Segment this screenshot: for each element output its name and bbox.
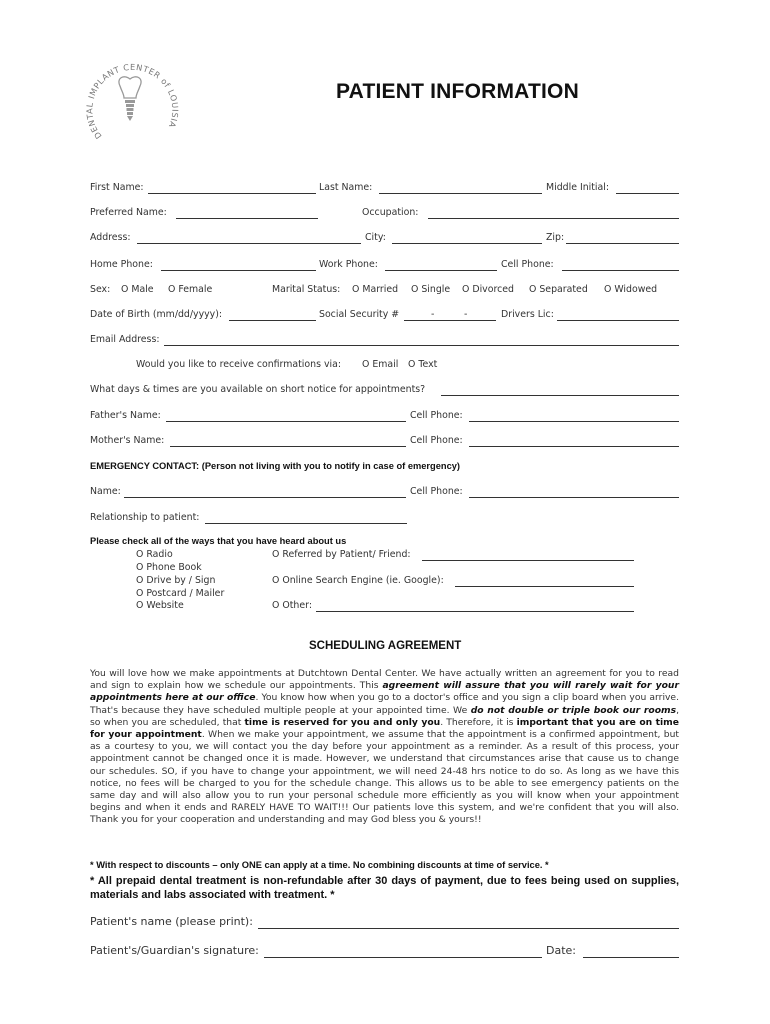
occupation-label: Occupation: <box>362 207 419 218</box>
scheduling-text: . You know how when you go to a doctor's office and you sign a clip board when you arrive. That's because they have scheduled multiple people at your appointed time. We <box>90 692 680 716</box>
ssn-field[interactable] <box>404 320 496 321</box>
preferred-name-label: Preferred Name: <box>90 207 167 218</box>
father-name-label: Father's Name: <box>90 410 161 421</box>
drivers-lic-field[interactable] <box>557 320 679 321</box>
marital-single-option[interactable]: O Single <box>411 284 451 295</box>
logo-arc-text: DENTAL IMPLANT CENTER of LOUISIA <box>84 61 180 141</box>
marital-separated-option[interactable]: O Separated <box>529 284 588 295</box>
scheduling-paragraph <box>90 668 679 827</box>
confirm-email-option[interactable]: O Email <box>362 359 399 370</box>
referral-phone-book-option[interactable]: O Phone Book <box>136 562 202 573</box>
scheduling-emphasis: agreement will assure that you will rarely wait for your appointments here at our office <box>90 680 680 704</box>
referral-online-field[interactable] <box>455 586 634 587</box>
date-label: Date: <box>546 944 576 957</box>
marital-status-label: Marital Status: <box>272 284 341 295</box>
signature-label: Patient's/Guardian's signature: <box>90 944 259 957</box>
page-title: PATIENT INFORMATION <box>336 80 579 103</box>
discount-note: * With respect to discounts – only ONE can apply at a time. No combining discounts at time of service. * <box>90 860 549 870</box>
address-label: Address: <box>90 232 131 243</box>
emergency-name-field[interactable] <box>124 497 406 498</box>
home-phone-label: Home Phone: <box>90 259 153 270</box>
confirm-text-option[interactable]: O Text <box>408 359 438 370</box>
marital-widowed-option[interactable]: O Widowed <box>604 284 658 295</box>
middle-initial-field[interactable] <box>616 193 679 194</box>
signature-field[interactable] <box>264 957 542 958</box>
referral-other-option[interactable]: O Other: <box>272 600 312 611</box>
father-name-field[interactable] <box>166 421 406 422</box>
email-label: Email Address: <box>90 334 160 345</box>
marital-divorced-option[interactable]: O Divorced <box>462 284 514 295</box>
scheduling-emphasis: do not double or triple book our rooms <box>470 704 677 716</box>
referral-referred-field[interactable] <box>422 560 634 561</box>
emergency-cell-label: Cell Phone: <box>410 486 463 497</box>
practice-logo <box>80 48 180 148</box>
referral-website-option[interactable]: O Website <box>136 600 184 611</box>
last-name-field[interactable] <box>379 193 542 194</box>
father-cell-field[interactable] <box>469 421 679 422</box>
ssn-dash: - <box>431 309 435 320</box>
emergency-contact-heading: EMERGENCY CONTACT: (Person not living with you to notify in case of emergency) <box>90 461 461 471</box>
tooth-implant-icon <box>80 48 180 148</box>
mother-name-label: Mother's Name: <box>90 435 165 446</box>
date-field[interactable] <box>583 957 679 958</box>
preferred-name-field[interactable] <box>176 218 318 219</box>
scheduling-text: . Therefore, it is <box>440 716 517 728</box>
father-cell-label: Cell Phone: <box>410 410 463 421</box>
address-field[interactable] <box>137 243 361 244</box>
patient-name-field[interactable] <box>258 928 679 929</box>
referral-online-option[interactable]: O Online Search Engine (ie. Google): <box>272 575 444 586</box>
first-name-label: First Name: <box>90 182 144 193</box>
ssn-label: Social Security # <box>319 309 400 320</box>
last-name-label: Last Name: <box>319 182 373 193</box>
referral-referred-option[interactable]: O Referred by Patient/ Friend: <box>272 549 411 560</box>
dob-field[interactable] <box>229 320 316 321</box>
scheduling-text: , so when you are scheduled, that <box>90 704 679 728</box>
work-phone-field[interactable] <box>385 270 497 271</box>
email-field[interactable] <box>164 345 679 346</box>
drivers-lic-label: Drivers Lic: <box>501 309 554 320</box>
zip-field[interactable] <box>566 243 679 244</box>
referral-postcard-option[interactable]: O Postcard / Mailer <box>136 588 225 599</box>
first-name-field[interactable] <box>148 193 316 194</box>
availability-field[interactable] <box>441 395 679 396</box>
referral-heading: Please check all of the ways that you have heard about us <box>90 536 347 546</box>
confirmation-question: Would you like to receive confirmations via: <box>136 359 342 370</box>
sex-label: Sex: <box>90 284 111 295</box>
scheduling-emphasis: time is reserved for you and only you <box>244 716 441 728</box>
work-phone-label: Work Phone: <box>319 259 378 270</box>
zip-label: Zip: <box>546 232 565 243</box>
availability-label: What days & times are you available on short notice for appointments? <box>90 384 426 395</box>
cell-phone-field[interactable] <box>562 270 679 271</box>
prepaid-note: * All prepaid dental treatment is non-refundable after 30 days of payment, due to fees being used on supplies, materials and labs associated with treatment. * <box>90 875 679 901</box>
referral-other-field[interactable] <box>316 611 634 612</box>
patient-name-label: Patient's name (please print): <box>90 915 253 928</box>
scheduling-text: . When we make your appointment, we assume that the appointment is a confirmed appointment, but as a courtesy to you, we will contact you the day before your appointment as a reminder. As a result of this process, your appointment cannot be changed once it is made. However, we understand that circumstances arise that cause us to change our schedules. SO, if you have to change your appointment, we will need 24-48 hrs notice to do so. As long as we have this notice, no fees will be charged to you for the schedule change. This allows us to be able to see emergency patients on the same day and will also allow you to run your personal schedule more efficiently as you will know when your appointment begins and when it ends and RARELY HAVE TO WAIT!!! Our patients love this system, and we're confident that you will also. Thank you for your cooperation and understanding and may God bless you & yours!! <box>90 729 679 826</box>
referral-radio-option[interactable]: O Radio <box>136 549 173 560</box>
cell-phone-label: Cell Phone: <box>501 259 554 270</box>
city-field[interactable] <box>392 243 542 244</box>
mother-name-field[interactable] <box>170 446 406 447</box>
dob-label: Date of Birth (mm/dd/yyyy): <box>90 309 223 320</box>
emergency-cell-field[interactable] <box>469 497 679 498</box>
marital-married-option[interactable]: O Married <box>352 284 399 295</box>
relationship-label: Relationship to patient: <box>90 512 200 523</box>
relationship-field[interactable] <box>205 523 407 524</box>
city-label: City: <box>365 232 386 243</box>
emergency-name-label: Name: <box>90 486 121 497</box>
home-phone-field[interactable] <box>161 270 316 271</box>
scheduling-text: You will love how we make appointments at Dutchtown Dental Center. We have actually written an agreement for you to read and sign to explain how we schedule our appointments. This <box>90 668 679 692</box>
scheduling-title: SCHEDULING AGREEMENT <box>309 640 462 652</box>
mother-cell-label: Cell Phone: <box>410 435 463 446</box>
sex-male-option[interactable]: O Male <box>121 284 154 295</box>
referral-drive-by-option[interactable]: O Drive by / Sign <box>136 575 216 586</box>
mother-cell-field[interactable] <box>469 446 679 447</box>
middle-initial-label: Middle Initial: <box>546 182 610 193</box>
occupation-field[interactable] <box>428 218 679 219</box>
scheduling-emphasis: important that you are on time for your appointment <box>90 716 679 741</box>
sex-female-option[interactable]: O Female <box>168 284 213 295</box>
ssn-dash: - <box>464 309 468 320</box>
svg-text:DENTAL IMPLANT CENTER of LOUIS <box>80 48 180 141</box>
